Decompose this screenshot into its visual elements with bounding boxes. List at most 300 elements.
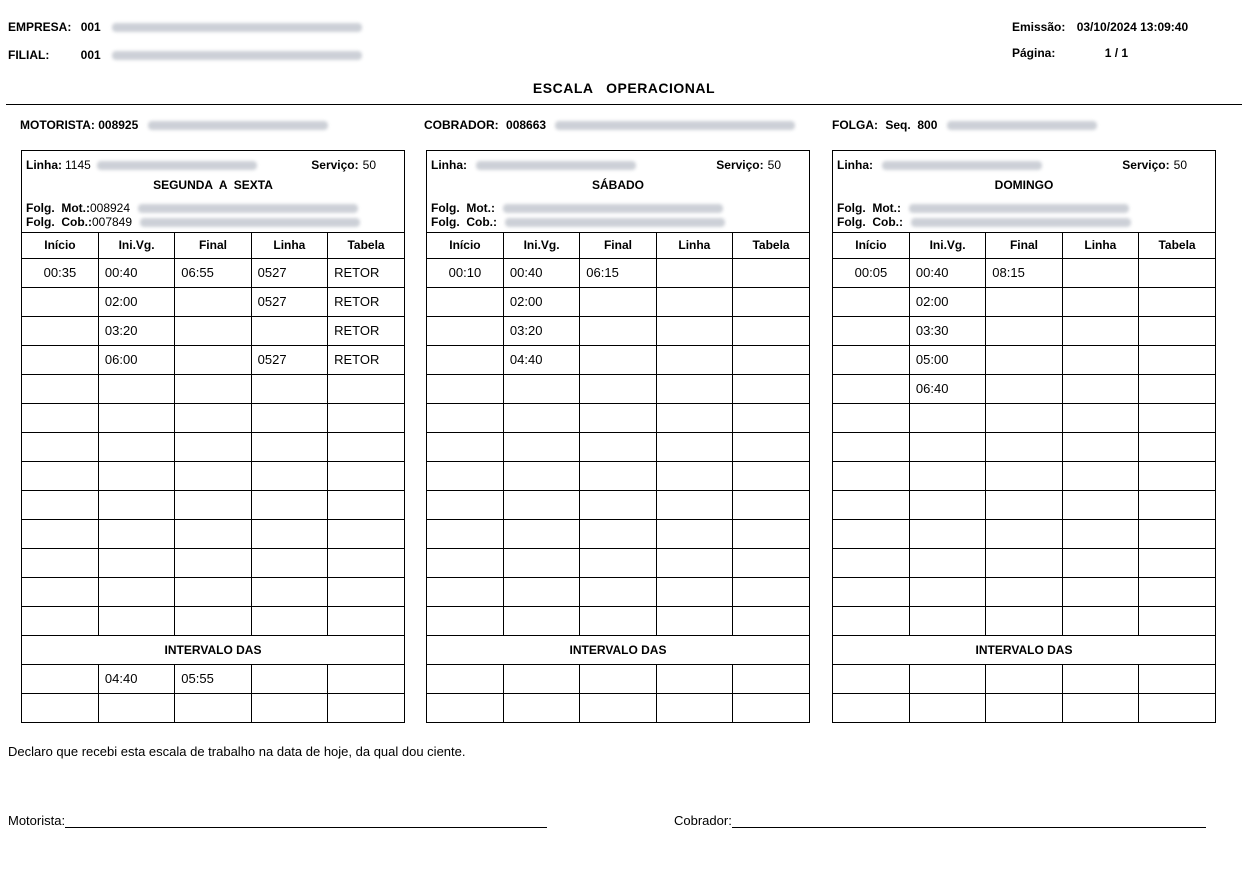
table-cell xyxy=(251,403,327,432)
table-cell: 00:40 xyxy=(503,258,579,287)
table-cell xyxy=(833,316,909,345)
table-row xyxy=(22,287,404,316)
table-cell xyxy=(98,432,174,461)
interval-header-row xyxy=(22,635,404,664)
table-cell xyxy=(503,461,579,490)
folg-cob-name-redacted xyxy=(140,218,360,227)
table-row xyxy=(833,548,1215,577)
interval-cell xyxy=(503,693,579,722)
schedule-table xyxy=(22,233,404,722)
table-cell xyxy=(175,461,251,490)
table-cell xyxy=(22,577,98,606)
table-cell xyxy=(427,519,503,548)
column-header: Final xyxy=(175,233,251,258)
table-row xyxy=(427,403,809,432)
interval-cell xyxy=(986,664,1062,693)
table-cell xyxy=(251,461,327,490)
table-cell xyxy=(580,316,656,345)
table-cell xyxy=(1139,548,1215,577)
folg-mot-row xyxy=(431,201,723,215)
schedule-panel-saturday xyxy=(426,150,810,723)
cobrador-label: COBRADOR: xyxy=(424,118,499,132)
interval-cell xyxy=(656,693,732,722)
table-cell xyxy=(22,374,98,403)
linha-row xyxy=(431,158,636,172)
folg-cob-label: Folg. Cob.: xyxy=(837,215,903,229)
table-row xyxy=(833,374,1215,403)
table-cell xyxy=(251,374,327,403)
table-cell xyxy=(1139,345,1215,374)
folga-label: FOLGA: xyxy=(832,118,878,132)
motorista-signature xyxy=(8,813,547,828)
panel-day: SEGUNDA A SEXTA xyxy=(153,178,273,192)
table-cell: 02:00 xyxy=(503,287,579,316)
table-cell xyxy=(1139,519,1215,548)
folg-mot-row xyxy=(837,201,1129,215)
table-row xyxy=(22,519,404,548)
linha-label: Linha: xyxy=(26,158,62,172)
panel-day: DOMINGO xyxy=(994,178,1054,192)
table-cell xyxy=(733,490,809,519)
table-cell xyxy=(580,287,656,316)
interval-row xyxy=(22,664,404,693)
interval-row xyxy=(427,693,809,722)
linha-row xyxy=(837,158,1042,172)
interval-cell xyxy=(427,693,503,722)
table-cell xyxy=(656,432,732,461)
panel-header xyxy=(22,151,404,233)
table-cell xyxy=(986,519,1062,548)
table-cell xyxy=(328,577,404,606)
table-row xyxy=(833,519,1215,548)
column-header: Final xyxy=(580,233,656,258)
table-cell xyxy=(909,403,985,432)
column-header: Linha xyxy=(251,233,327,258)
table-cell xyxy=(427,316,503,345)
table-cell xyxy=(1062,345,1138,374)
table-cell xyxy=(986,432,1062,461)
column-header: Início xyxy=(22,233,98,258)
table-cell xyxy=(733,316,809,345)
table-cell xyxy=(733,606,809,635)
motorista-code: 008925 xyxy=(98,118,139,132)
table-cell xyxy=(175,577,251,606)
table-cell xyxy=(833,548,909,577)
interval-cell xyxy=(909,693,985,722)
table-cell xyxy=(580,345,656,374)
table-cell xyxy=(22,403,98,432)
table-row xyxy=(427,374,809,403)
column-header: Tabela xyxy=(733,233,809,258)
table-cell xyxy=(833,519,909,548)
table-row xyxy=(833,432,1215,461)
table-cell xyxy=(833,345,909,374)
table-cell: 0527 xyxy=(251,287,327,316)
table-cell xyxy=(22,432,98,461)
table-row xyxy=(427,432,809,461)
table-row xyxy=(22,403,404,432)
table-cell xyxy=(1062,461,1138,490)
table-cell xyxy=(427,461,503,490)
emissao-line xyxy=(1012,20,1188,34)
table-cell xyxy=(251,606,327,635)
table-cell: 08:15 xyxy=(986,258,1062,287)
motorista-signature-label: Motorista: xyxy=(8,813,66,828)
column-header-row xyxy=(22,233,404,258)
table-cell: 05:00 xyxy=(909,345,985,374)
table-cell xyxy=(427,606,503,635)
interval-cell xyxy=(1139,693,1215,722)
folga-seq: Seq. 800 xyxy=(885,118,938,132)
table-cell xyxy=(175,548,251,577)
column-header: Ini.Vg. xyxy=(909,233,985,258)
table-cell xyxy=(1139,461,1215,490)
table-cell xyxy=(986,548,1062,577)
motorista-line xyxy=(20,118,328,132)
linha-name-redacted xyxy=(97,161,257,170)
table-cell xyxy=(98,606,174,635)
table-cell xyxy=(1062,403,1138,432)
table-cell xyxy=(251,519,327,548)
table-cell xyxy=(328,374,404,403)
column-header: Tabela xyxy=(1139,233,1215,258)
interval-cell xyxy=(328,664,404,693)
panel-header xyxy=(427,151,809,233)
table-cell xyxy=(328,606,404,635)
column-header: Ini.Vg. xyxy=(503,233,579,258)
table-cell xyxy=(986,374,1062,403)
table-cell xyxy=(656,287,732,316)
table-cell xyxy=(328,403,404,432)
table-cell xyxy=(580,490,656,519)
page-title: ESCALA OPERACIONAL xyxy=(532,80,716,96)
servico xyxy=(1122,158,1187,172)
table-cell xyxy=(1139,374,1215,403)
column-header: Tabela xyxy=(328,233,404,258)
table-row xyxy=(833,345,1215,374)
table-cell xyxy=(833,577,909,606)
interval-cell xyxy=(1139,664,1215,693)
table-cell xyxy=(580,606,656,635)
column-header: Início xyxy=(833,233,909,258)
table-cell xyxy=(833,403,909,432)
interval-cell xyxy=(733,693,809,722)
folg-mot-value: 008924 xyxy=(89,201,131,215)
table-cell: 06:00 xyxy=(98,345,174,374)
folg-cob-row xyxy=(837,215,1131,229)
table-row xyxy=(833,316,1215,345)
interval-row xyxy=(833,693,1215,722)
servico-value: 50 xyxy=(362,158,376,172)
table-cell xyxy=(986,606,1062,635)
table-cell xyxy=(656,316,732,345)
emissao-label: Emissão: xyxy=(1012,20,1066,34)
table-cell: 00:40 xyxy=(909,258,985,287)
interval-row xyxy=(22,693,404,722)
table-row xyxy=(427,461,809,490)
table-cell xyxy=(427,345,503,374)
table-cell xyxy=(427,577,503,606)
table-cell xyxy=(22,316,98,345)
table-cell xyxy=(1139,606,1215,635)
table-cell xyxy=(503,519,579,548)
linha-name-redacted xyxy=(476,161,636,170)
table-cell xyxy=(833,606,909,635)
table-cell: 03:20 xyxy=(98,316,174,345)
table-cell xyxy=(986,316,1062,345)
table-row xyxy=(22,432,404,461)
table-cell xyxy=(733,577,809,606)
folg-mot-label: Folg. Mot.: xyxy=(26,201,90,215)
table-cell xyxy=(251,316,327,345)
servico-label: Serviço: xyxy=(716,158,764,172)
table-cell xyxy=(1139,316,1215,345)
table-cell xyxy=(98,577,174,606)
column-header: Início xyxy=(427,233,503,258)
table-cell xyxy=(1062,287,1138,316)
table-row xyxy=(427,490,809,519)
table-cell: RETOR xyxy=(328,258,404,287)
linha-label: Linha: xyxy=(431,158,467,172)
table-cell xyxy=(656,374,732,403)
table-cell xyxy=(733,403,809,432)
interval-label: INTERVALO DAS xyxy=(833,635,1215,664)
empresa-code: 001 xyxy=(80,20,101,34)
table-cell xyxy=(22,548,98,577)
table-cell xyxy=(1139,432,1215,461)
table-cell xyxy=(986,403,1062,432)
table-row xyxy=(22,461,404,490)
folg-cob-value: 007849 xyxy=(91,215,133,229)
interval-row xyxy=(427,664,809,693)
table-cell xyxy=(22,461,98,490)
folg-cob-name-redacted xyxy=(911,218,1131,227)
interval-cell xyxy=(22,693,98,722)
table-cell xyxy=(503,374,579,403)
table-cell xyxy=(1139,577,1215,606)
servico-label: Serviço: xyxy=(311,158,359,172)
table-row xyxy=(427,258,809,287)
table-cell xyxy=(1062,548,1138,577)
table-cell xyxy=(98,490,174,519)
folg-cob-label: Folg. Cob.: xyxy=(26,215,92,229)
table-cell: 06:55 xyxy=(175,258,251,287)
servico-value: 50 xyxy=(767,158,781,172)
table-cell xyxy=(1062,432,1138,461)
panel-day: SÁBADO xyxy=(591,178,644,192)
table-cell xyxy=(328,548,404,577)
table-cell xyxy=(656,606,732,635)
table-cell xyxy=(833,461,909,490)
panel-header xyxy=(833,151,1215,233)
table-cell xyxy=(22,519,98,548)
table-row xyxy=(22,345,404,374)
declaration-text: Declaro que recebi esta escala de trabalho na data de hoje, da qual dou ciente. xyxy=(8,744,466,759)
table-cell xyxy=(580,432,656,461)
cobrador-signature xyxy=(674,813,1206,828)
table-cell: 00:40 xyxy=(98,258,174,287)
cobrador-signature-label: Cobrador: xyxy=(674,813,732,828)
interval-cell: 05:55 xyxy=(175,664,251,693)
table-cell xyxy=(656,258,732,287)
interval-cell xyxy=(580,664,656,693)
table-cell xyxy=(503,432,579,461)
table-cell: 04:40 xyxy=(503,345,579,374)
table-row xyxy=(427,606,809,635)
interval-header-row xyxy=(833,635,1215,664)
table-cell: 00:35 xyxy=(22,258,98,287)
table-cell xyxy=(98,548,174,577)
motorista-name-redacted xyxy=(148,121,328,130)
table-cell xyxy=(328,432,404,461)
table-cell xyxy=(22,606,98,635)
table-cell: 00:05 xyxy=(833,258,909,287)
column-header: Linha xyxy=(1062,233,1138,258)
servico xyxy=(311,158,376,172)
folg-cob-row xyxy=(431,215,725,229)
table-cell xyxy=(251,490,327,519)
table-cell xyxy=(986,345,1062,374)
table-cell xyxy=(98,519,174,548)
column-header: Final xyxy=(986,233,1062,258)
table-row xyxy=(833,577,1215,606)
interval-cell xyxy=(833,693,909,722)
interval-cell: 04:40 xyxy=(98,664,174,693)
table-cell: 03:30 xyxy=(909,316,985,345)
pagina-line xyxy=(1012,46,1128,60)
table-row xyxy=(833,490,1215,519)
interval-row xyxy=(833,664,1215,693)
table-row xyxy=(22,316,404,345)
table-cell xyxy=(1139,287,1215,316)
interval-cell xyxy=(1062,693,1138,722)
interval-cell xyxy=(503,664,579,693)
table-cell xyxy=(580,548,656,577)
table-row xyxy=(22,374,404,403)
servico xyxy=(716,158,781,172)
folg-mot-name-redacted xyxy=(503,204,723,213)
table-cell xyxy=(503,403,579,432)
column-header: Ini.Vg. xyxy=(98,233,174,258)
table-cell: 0527 xyxy=(251,345,327,374)
folg-mot-label: Folg. Mot.: xyxy=(431,201,495,215)
table-cell xyxy=(503,548,579,577)
table-cell xyxy=(656,519,732,548)
filial-name-redacted xyxy=(112,51,362,60)
table-cell xyxy=(986,287,1062,316)
interval-cell xyxy=(175,693,251,722)
table-cell xyxy=(656,345,732,374)
table-cell xyxy=(175,374,251,403)
table-cell xyxy=(98,374,174,403)
table-cell xyxy=(503,490,579,519)
table-cell xyxy=(503,577,579,606)
table-cell xyxy=(98,403,174,432)
table-row xyxy=(427,577,809,606)
table-cell xyxy=(251,577,327,606)
table-cell xyxy=(909,606,985,635)
table-row xyxy=(427,519,809,548)
interval-cell xyxy=(733,664,809,693)
table-cell xyxy=(656,490,732,519)
table-cell xyxy=(328,519,404,548)
table-cell xyxy=(427,490,503,519)
table-cell: RETOR xyxy=(328,287,404,316)
table-row xyxy=(833,606,1215,635)
table-cell: RETOR xyxy=(328,345,404,374)
motorista-label: MOTORISTA: xyxy=(20,118,95,132)
motorista-signature-line xyxy=(65,816,547,828)
table-cell xyxy=(656,403,732,432)
interval-cell xyxy=(251,693,327,722)
table-cell xyxy=(580,374,656,403)
table-cell xyxy=(1062,490,1138,519)
table-cell xyxy=(833,374,909,403)
table-cell xyxy=(175,606,251,635)
table-cell: 06:40 xyxy=(909,374,985,403)
empresa-line xyxy=(8,20,362,34)
table-row xyxy=(22,258,404,287)
table-row xyxy=(22,577,404,606)
table-row xyxy=(833,287,1215,316)
folg-mot-name-redacted xyxy=(909,204,1129,213)
table-cell xyxy=(175,490,251,519)
table-cell xyxy=(833,287,909,316)
table-cell: 02:00 xyxy=(98,287,174,316)
table-cell xyxy=(175,287,251,316)
table-cell xyxy=(175,403,251,432)
table-cell xyxy=(427,403,503,432)
table-row xyxy=(427,548,809,577)
interval-header-row xyxy=(427,635,809,664)
table-cell xyxy=(909,490,985,519)
table-cell xyxy=(1062,374,1138,403)
table-cell: 06:15 xyxy=(580,258,656,287)
table-cell xyxy=(1062,316,1138,345)
table-cell xyxy=(175,345,251,374)
table-cell xyxy=(427,287,503,316)
table-cell xyxy=(833,490,909,519)
table-cell xyxy=(175,432,251,461)
table-cell xyxy=(427,374,503,403)
interval-cell xyxy=(328,693,404,722)
table-cell xyxy=(833,432,909,461)
table-row xyxy=(427,316,809,345)
interval-cell xyxy=(833,664,909,693)
table-cell xyxy=(580,403,656,432)
folg-cob-row xyxy=(26,215,360,229)
table-cell xyxy=(251,548,327,577)
interval-cell xyxy=(427,664,503,693)
table-row xyxy=(22,490,404,519)
table-cell xyxy=(98,461,174,490)
pagina-value: 1 / 1 xyxy=(1104,46,1129,60)
folg-mot-label: Folg. Mot.: xyxy=(837,201,901,215)
table-cell xyxy=(909,548,985,577)
table-cell xyxy=(1062,519,1138,548)
table-row xyxy=(427,345,809,374)
folg-mot-row xyxy=(26,201,358,215)
interval-cell xyxy=(22,664,98,693)
table-cell xyxy=(175,316,251,345)
schedule-panel-weekdays xyxy=(21,150,405,723)
table-cell xyxy=(175,519,251,548)
folg-cob-name-redacted xyxy=(505,218,725,227)
table-cell xyxy=(22,345,98,374)
table-row xyxy=(833,403,1215,432)
table-cell xyxy=(580,461,656,490)
servico-label: Serviço: xyxy=(1122,158,1170,172)
